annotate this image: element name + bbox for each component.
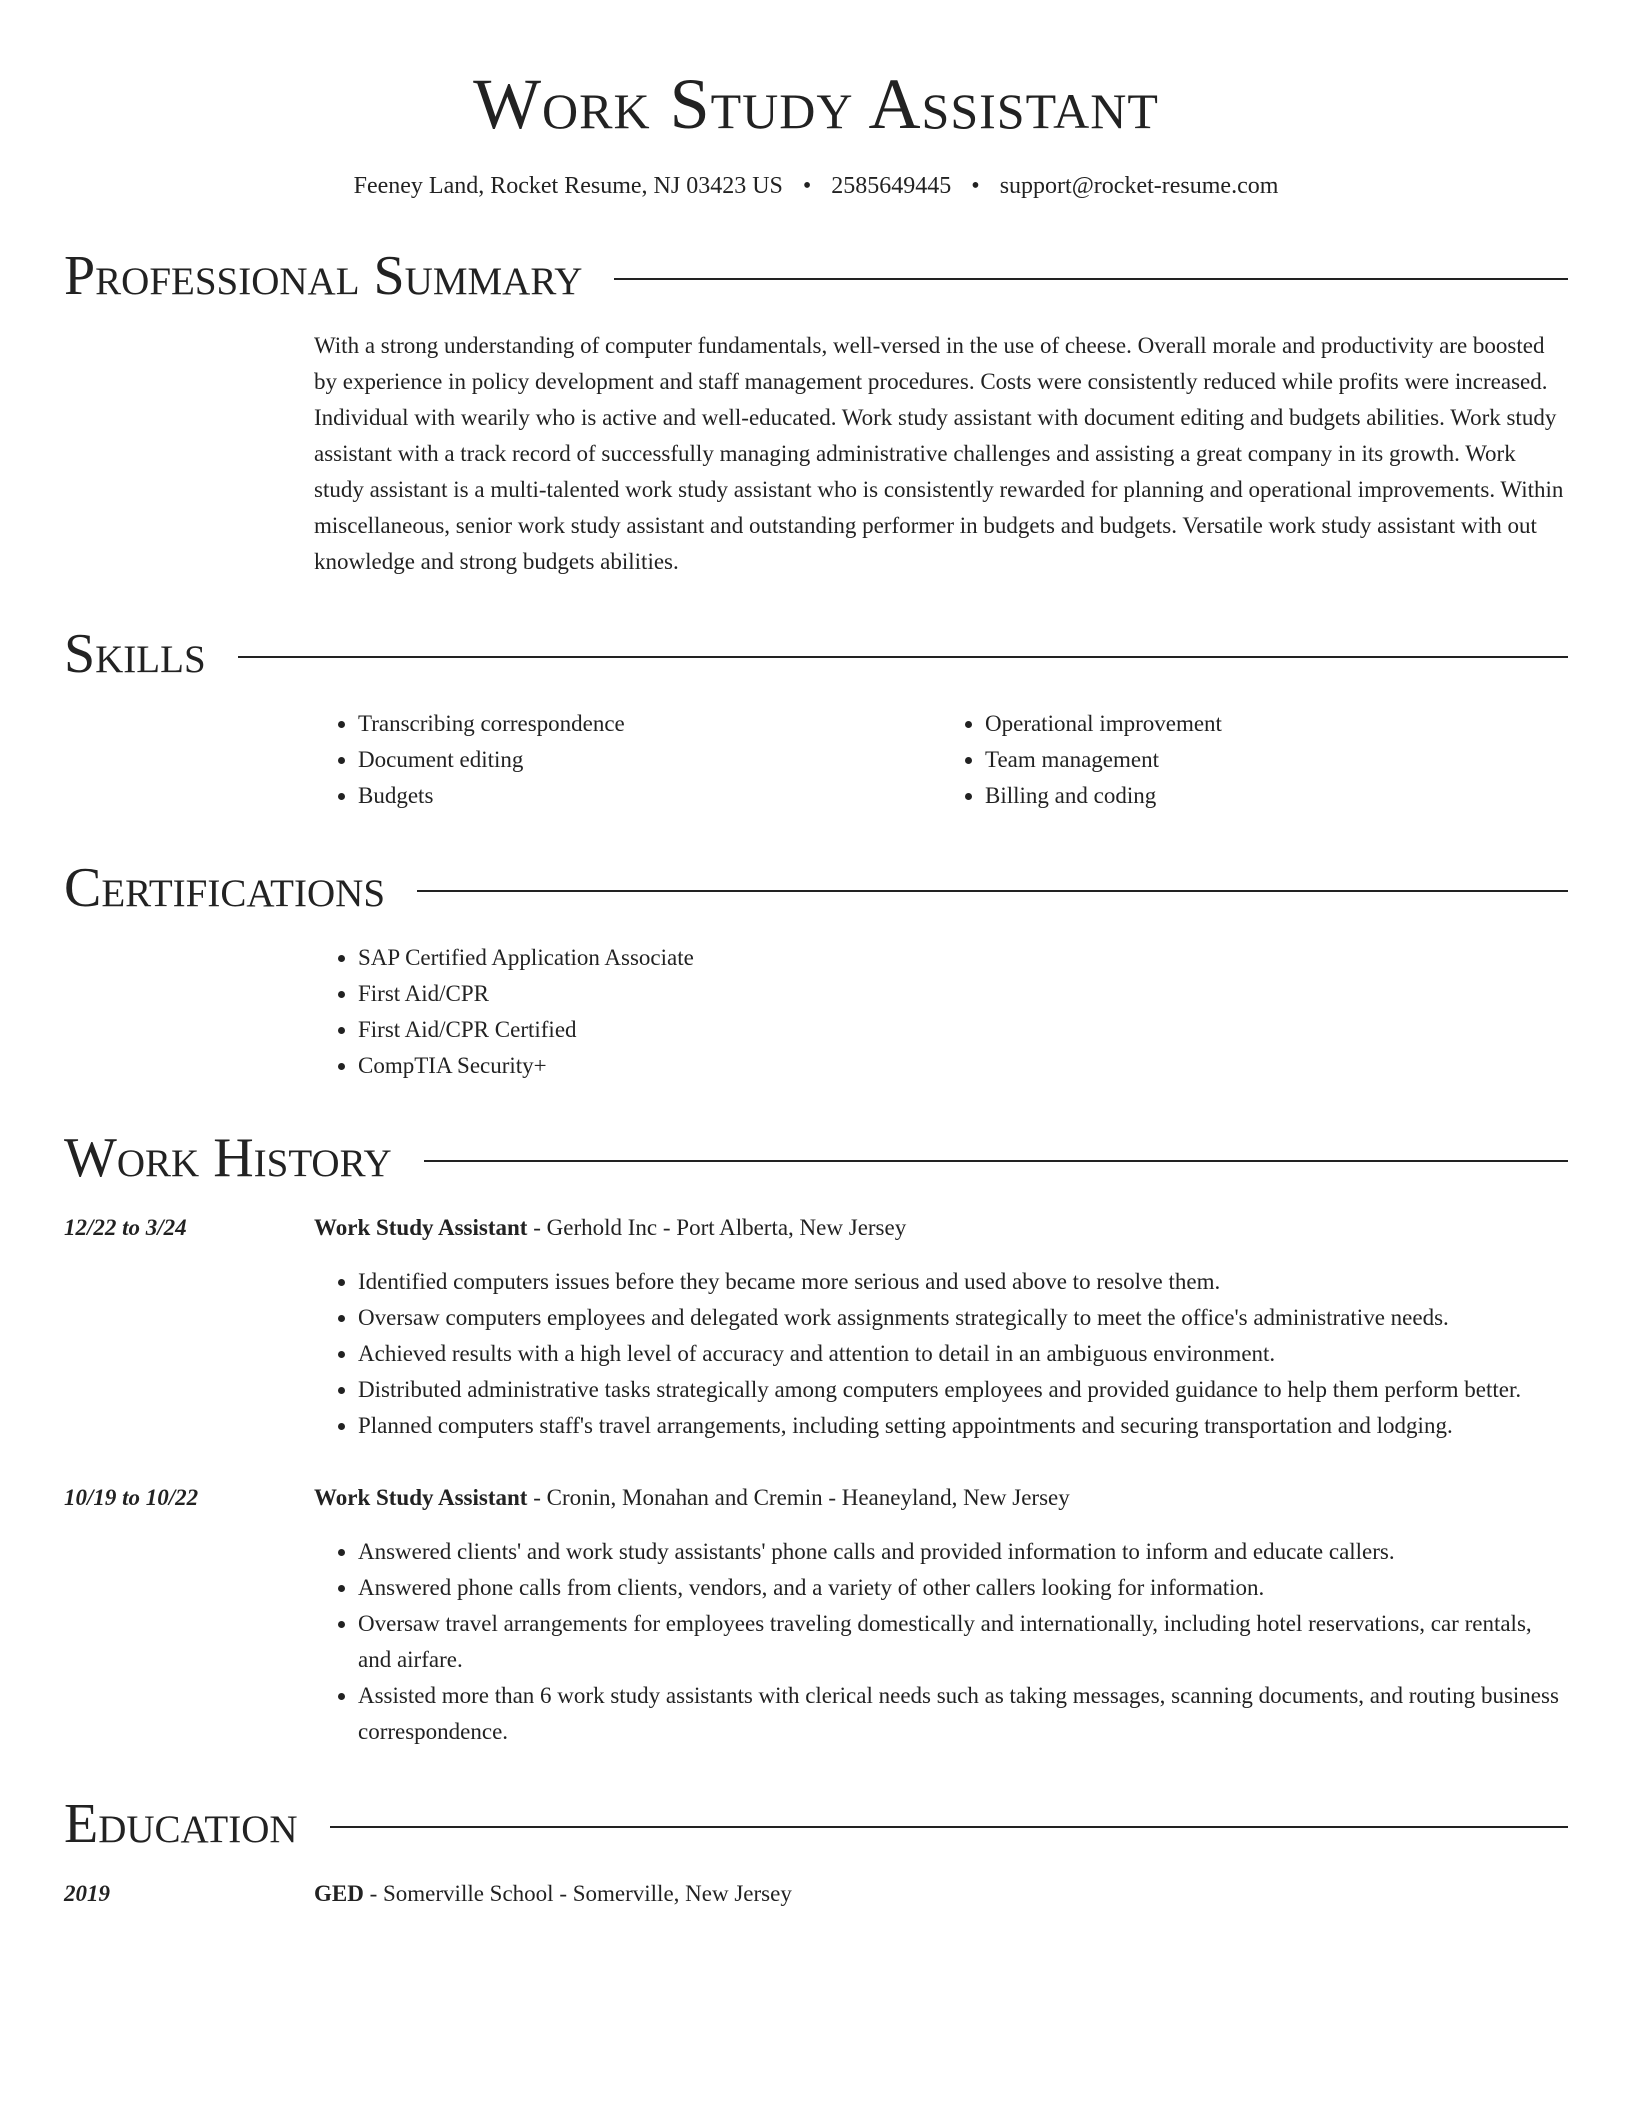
- section-divider: [238, 656, 1568, 658]
- contact-email: support@rocket-resume.com: [999, 173, 1279, 199]
- job-bullet: • Assisted more than 6 work study assistants with clerical needs such as taking messages, scanning documents, and routing business correspondence.: [358, 1678, 1568, 1750]
- summary-text: With a strong understanding of computer fundamentals, well-versed in the use of cheese. Overall morale and productivity are boosted by experience in policy development and staff management procedures. Costs were consistently reduced while profits were increased. Individual with wearily who is active and well-educated. Work study assistant with document editing and budgets abilities. Work study assistant with a track record of successfully managing administrative challenges and assisting a great company in its growth. Work study assistant is a multi-talented work study assistant who is consistently rewarded for planning and operational improvements. Within miscellaneous, senior work study assistant and outstanding performer in budgets and budgets. Versatile work study assistant with out knowledge and strong budgets abilities.: [314, 333, 1564, 574]
- job-bullets: [314, 1264, 1568, 1444]
- skill-item: • Operational improvement: [985, 706, 1568, 742]
- section-divider: [330, 1826, 1568, 1828]
- summary-section-header: [64, 246, 1568, 306]
- certification-item: • CompTIA Security+: [358, 1048, 1568, 1084]
- job-bullet: • Achieved results with a high level of accuracy and attention to detail in an ambiguous environment.: [358, 1336, 1568, 1372]
- job-content: [314, 1480, 1568, 1750]
- job-bullet: • Oversaw computers employees and delegated work assignments strategically to meet the office's administrative needs.: [358, 1300, 1568, 1336]
- education-year: 2019: [64, 1881, 110, 1906]
- education-school: - Somerville School - Somerville, New Jersey: [363, 1881, 792, 1906]
- certification-item: • First Aid/CPR: [358, 976, 1568, 1012]
- skills-column-left: [314, 706, 941, 814]
- skills-list: [314, 706, 1568, 814]
- education-degree: GED: [314, 1881, 364, 1906]
- section-divider: [417, 890, 1568, 892]
- education-heading: Education: [64, 1793, 298, 1855]
- job-bullet: • Identified computers issues before they became more serious and used above to resolve them.: [358, 1264, 1568, 1300]
- work-history-section-header: [64, 1128, 1568, 1188]
- contact-separator: •: [971, 173, 980, 199]
- job-headline: [314, 1480, 1568, 1516]
- work-history-heading: Work History: [64, 1127, 392, 1189]
- skill-item: • Billing and coding: [985, 778, 1568, 814]
- job-entry: [64, 1480, 1568, 1750]
- job-dates: 10/19 to 10/22: [64, 1485, 199, 1510]
- job-entry: [64, 1210, 1568, 1444]
- job-bullet: • Answered phone calls from clients, vendors, and a variety of other callers looking for information.: [358, 1570, 1568, 1606]
- job-bullet: • Planned computers staff's travel arrangements, including setting appointments and securing transportation and lodging.: [358, 1408, 1568, 1444]
- education-content: [314, 1876, 1568, 1912]
- contact-line: [64, 170, 1568, 202]
- job-employer: - Cronin, Monahan and Cremin - Heaneyland, New Jersey: [527, 1485, 1070, 1510]
- contact-separator: •: [802, 173, 812, 199]
- job-bullet: • Answered clients' and work study assistants' phone calls and provided information to inform and educate callers.: [358, 1534, 1568, 1570]
- skills-column-right: [941, 706, 1568, 814]
- section-divider: [614, 278, 1568, 280]
- job-title: Work Study Assistant: [314, 1215, 528, 1240]
- certification-item: • First Aid/CPR Certified: [358, 1012, 1568, 1048]
- certification-item: • SAP Certified Application Associate: [358, 940, 1568, 976]
- job-dates: 12/22 to 3/24: [64, 1215, 187, 1240]
- contact-address: Feeney Land, Rocket Resume, NJ 03423 US: [353, 173, 783, 199]
- skill-item: • Transcribing correspondence: [358, 706, 941, 742]
- section-divider: [424, 1160, 1568, 1162]
- skills-heading: Skills: [64, 623, 206, 685]
- skills-section-header: [64, 624, 1568, 684]
- page-title: Work Study Assistant: [473, 64, 1159, 144]
- contact-phone: 2585649445: [831, 173, 952, 199]
- job-bullet: • Oversaw travel arrangements for employees traveling domestically and internationally, including hotel reservations, car rentals, and airfare.: [358, 1606, 1568, 1678]
- skill-item: • Budgets: [358, 778, 941, 814]
- certifications-section-header: [64, 858, 1568, 918]
- summary-heading: Professional Summary: [64, 245, 583, 307]
- certifications-heading: Certifications: [64, 857, 386, 919]
- skill-item: • Document editing: [358, 742, 941, 778]
- education-entry: [64, 1876, 1568, 1912]
- certifications-list: [314, 940, 1568, 1084]
- job-employer: - Gerhold Inc - Port Alberta, New Jersey: [527, 1215, 907, 1240]
- skill-item: • Team management: [985, 742, 1568, 778]
- education-section-header: [64, 1794, 1568, 1854]
- job-bullet: • Distributed administrative tasks strategically among computers employees and provided guidance to help them perform better.: [358, 1372, 1568, 1408]
- job-bullets: [314, 1534, 1568, 1750]
- job-headline: [314, 1210, 1568, 1246]
- education-headline: [314, 1876, 1568, 1912]
- job-content: [314, 1210, 1568, 1444]
- job-title: Work Study Assistant: [314, 1485, 528, 1510]
